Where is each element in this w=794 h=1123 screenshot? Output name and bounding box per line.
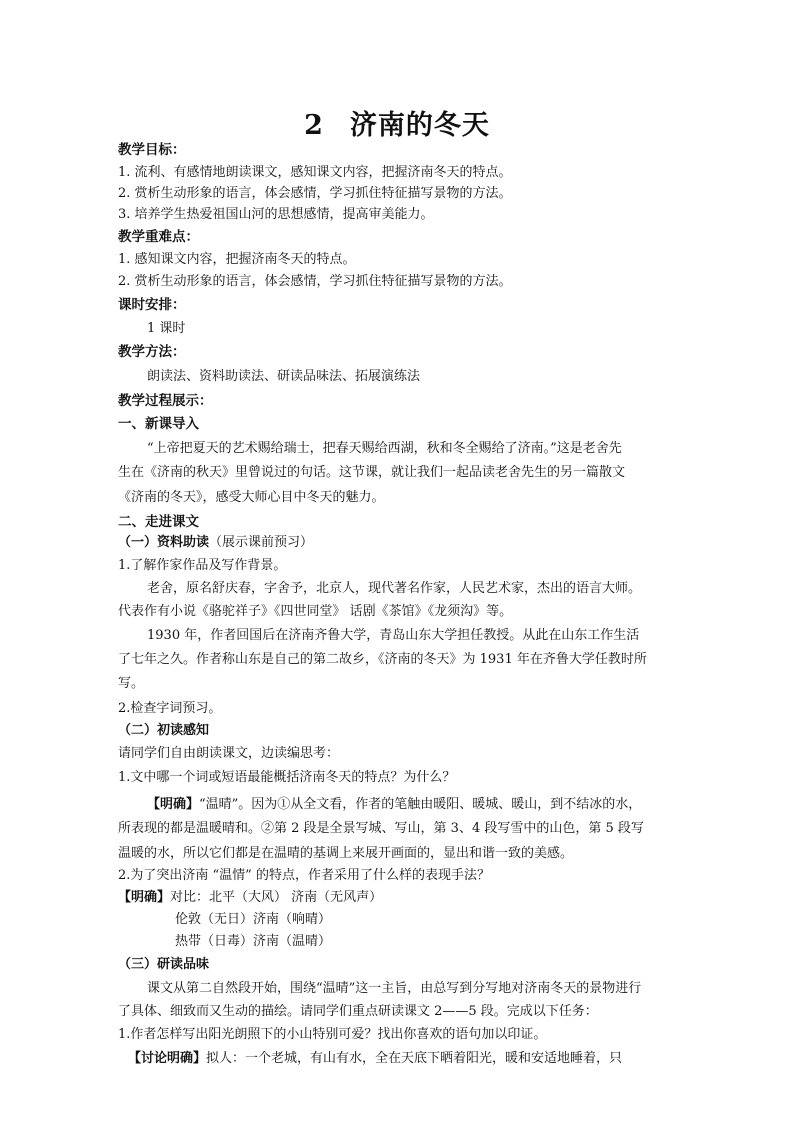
question: 1.文中哪一个词或短语最能概括济南冬天的特点？为什么？	[118, 770, 456, 785]
methods-heading: 教学方法：	[118, 344, 186, 360]
answer-label: 【明确】	[118, 890, 171, 905]
question: 1.作者怎样写出阳光朗照下的小山特别可爱？找出你喜欢的语句加以印证。	[118, 1027, 547, 1042]
answer-text: “温晴”。因为①从全文看，作者的笔触由暖阳、暖城、暖山，到不结冰的水，	[199, 797, 642, 812]
paragraph-line: 写。	[118, 676, 145, 691]
answer-line: 所表现的都是温暖晴和。②第 2 段是全景写城、写山，第 3、4 段写雪中的山色，第 5 段写	[118, 821, 644, 836]
question: 2.为了突出济南 “温情” 的特点，作者采用了什么样的表现手法？	[118, 868, 490, 883]
key-point-item: 2. 赏析生动形象的语言，体会感情，学习抓住特征描写景物的方法。	[118, 274, 512, 289]
paragraph-line: 《济南的冬天》，感受大师心目中冬天的魅力。	[118, 490, 385, 505]
paragraph-line: 生在《济南的秋天》里曾说过的句话。这节课，就让我们一起品读老舍先生的另一篇散文	[118, 465, 626, 480]
page-title	[0, 103, 794, 142]
answer-line: 伦敦（无日）济南（响晴）	[175, 912, 332, 927]
list-item: 2.检查字词预习。	[118, 701, 222, 716]
lesson-title: 济南的冬天	[349, 110, 490, 141]
objective-item: 2. 赏析生动形象的语言，体会感情，学习抓住特征描写景物的方法。	[118, 186, 512, 201]
subsection-1-heading	[118, 534, 313, 552]
paragraph-line: 课文从第二自然段开始，围绕“温晴”这一主旨，由总写到分写地对济南冬天的景物进行	[147, 981, 642, 996]
answer-text: 对比：北平（大风） 济南（无风声）	[170, 890, 383, 905]
objectives-heading: 教学目标：	[118, 142, 186, 158]
section-1-heading: 一、新课导入	[118, 416, 199, 432]
paragraph-line: 老舍，原名舒庆春，字舍予，北京人，现代著名作家，人民艺术家，杰出的语言大师。	[147, 581, 642, 596]
answer-label: 【明确】	[147, 797, 200, 812]
paragraph-line: “上帝把夏天的艺术赐给瑞士，把春天赐给西湖，秋和冬全赐给了济南。”这是老舍先	[147, 441, 622, 456]
answer-text: 拟人：一个老城，有山有水，全在天底下晒着阳光，暖和安适地睡着，只	[206, 1051, 623, 1066]
subsection-1-label: （一）资料助读	[118, 535, 210, 550]
paragraph-line: 请同学们自由朗读课文，边读编思考：	[118, 746, 340, 761]
list-item: 1.了解作家作品及写作背景。	[118, 558, 287, 573]
subsection-2-heading: （二）初读感知	[118, 723, 210, 738]
answer-line	[118, 889, 382, 907]
answer-line	[128, 1050, 622, 1068]
answer-line: 温暖的水，所以它们都是在温晴的基调上来展开画面的，显出和谐一致的美感。	[118, 846, 574, 861]
answer-line	[147, 796, 641, 814]
paragraph-line: 1930 年，作者回国后在济南齐鲁大学，青岛山东大学担任教授。从此在山东工作生活	[147, 628, 640, 643]
answer-line: 热带（日毒）济南（温晴）	[175, 934, 332, 949]
key-points-heading: 教学重难点：	[118, 229, 199, 245]
schedule-heading: 课时安排：	[118, 297, 186, 313]
paragraph-line: 了具体、细致而又生动的描绘。请同学们重点研读课文 2——5 段。完成以下任务：	[118, 1004, 598, 1019]
process-heading: 教学过程展示：	[118, 393, 213, 409]
key-point-item: 1. 感知课文内容，把握济南冬天的特点。	[118, 252, 356, 267]
objective-item: 3. 培养学生热爱祖国山河的思想感情，提高审美能力。	[118, 207, 434, 222]
objective-item: 1. 流利、有感情地朗读课文，感知课文内容，把握济南冬天的特点。	[118, 165, 512, 180]
subsection-3-heading: （三）研读品味	[118, 957, 210, 972]
schedule-value: 1 课时	[147, 321, 186, 336]
methods-value: 朗读法、资料助读法、研读品味法、拓展演练法	[147, 369, 421, 384]
paragraph-line: 了七年之久。作者称山东是自己的第二故乡，《济南的冬天》为 1931 年在齐鲁大学任教时所	[118, 652, 647, 667]
section-2-heading: 二、走进课文	[118, 514, 199, 530]
answer-label: 【讨论明确】	[128, 1051, 207, 1066]
subsection-1-note: （展示课前预习）	[209, 535, 314, 550]
lesson-number: 2	[304, 110, 324, 141]
paragraph-line: 代表作有小说《骆驼祥子》《四世同堂》 话剧《茶馆》《龙须沟》等。	[118, 604, 513, 619]
